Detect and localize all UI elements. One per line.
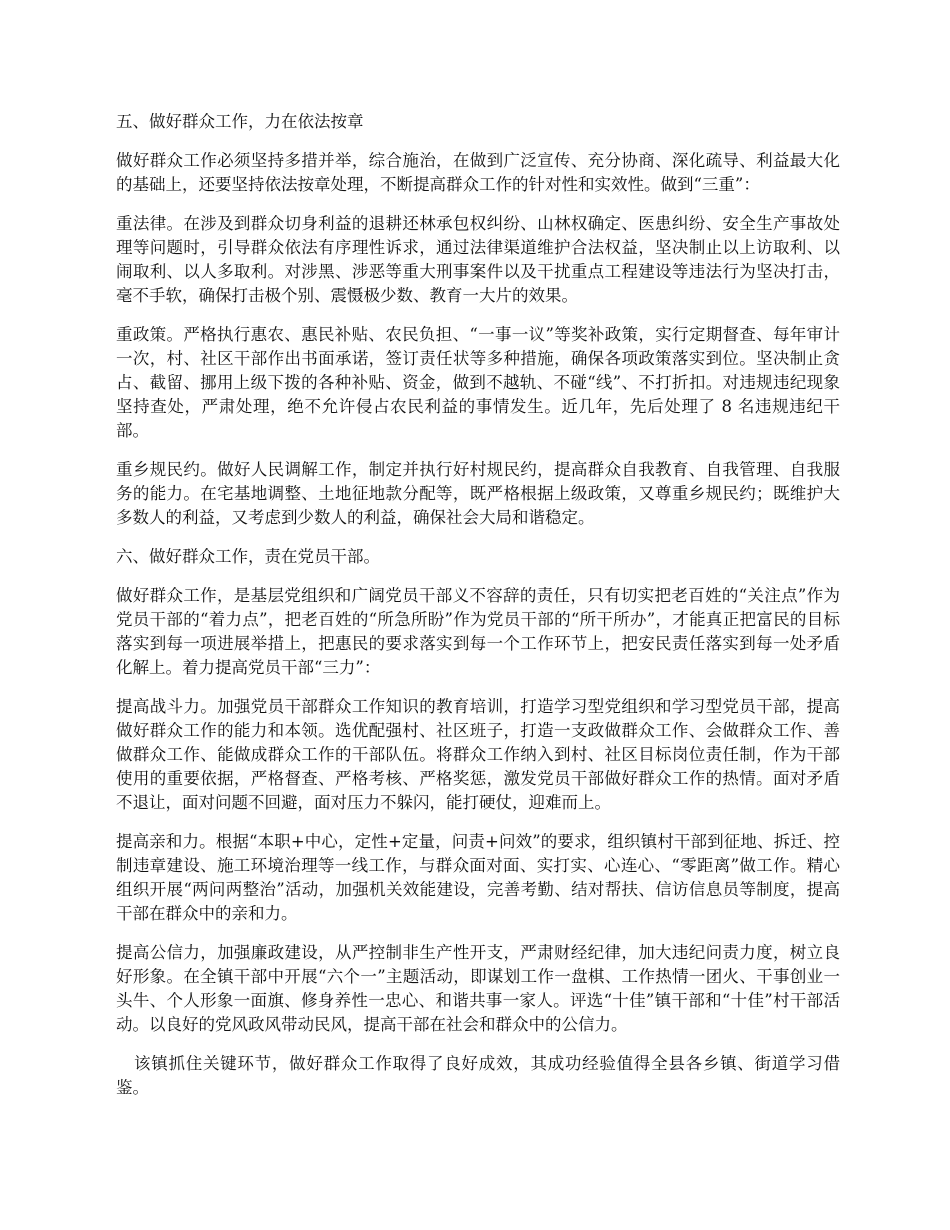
closing-paragraph: 该镇抓住关键环节，做好群众工作取得了良好成效，其成功经验值得全县各乡镇、街道学习借鉴。 [116,1054,840,1097]
law-paragraph: 重法律。在涉及到群众切身利益的退耕还林承包权纠纷、山林权确定、医患纠纷、安全生产事故处理等问题时，引导群众依法有序理性诉求，通过法律渠道维护合法权益，坚决制止以上访取利、以闹取利、以人多取利。对涉黑、涉恶等重大刑事案件以及干扰重点工程建设等违法行为坚决打击，毫不手软，确保打击极个别、震慑极少数、教育一大片的效果。 [116,214,840,305]
affinity-paragraph: 提高亲和力。根据“本职+中心，定性+定量，问责+问效”的要求，组织镇村干部到征地、拆迁、控制违章建设、施工环境治理等一线工作，与群众面对面、实打实、心连心、“零距离”做工作。精心组织开展“两问两整治”活动，加强机关效能建设，完善考勤、结对帮扶、信访信息员等制度，提高干部在群众中的亲和力。 [116,832,840,923]
section-six-intro: 做好群众工作，是基层党组织和广阔党员干部义不容辞的责任，只有切实把老百姓的“关注点”作为党员干部的“着力点”，把老百姓的“所急所盼”作为党员干部的“所干所办”，才能真正把富民的目标落实到每一项进展举措上，把惠民的要求落实到每一个工作环节上，把安民责任落实到每一处矛盾化解上。着力提高党员干部“三力”： [116,586,840,677]
combat-power-paragraph: 提高战斗力。加强党员干部群众工作知识的教育培训，打造学习型党组织和学习型党员干部，提高做好群众工作的能力和本领。选优配强村、社区班子，打造一支政做群众工作、会做群众工作、善做群众工作、能做成群众工作的干部队伍。将群众工作纳入到村、社区目标岗位责任制，作为干部使用的重要依据，严格督查、严格考核、严格奖惩，激发党员干部做好群众工作的热情。面对矛盾不退让，面对问题不回避，面对压力不躲闪，能打硬仗，迎难而上。 [116,697,840,812]
village-rules-paragraph: 重乡规民约。做好人民调解工作，制定并执行好村规民约，提高群众自我教育、自我管理、自我服务的能力。在宅基地调整、土地征地款分配等，既严格根据上级政策，又尊重乡规民约；既维护大多数人的利益，又考虑到少数人的利益，确保社会大局和谐稳定。 [116,460,840,527]
document-body [116,110,840,1115]
section-six-heading: 六、做好群众工作，责在党员干部。 [116,547,380,566]
section-five-heading: 五、做好群众工作，力在依法按章 [116,112,364,131]
section-five-intro: 做好群众工作必须坚持多措并举，综合施治，在做到广泛宣传、充分协商、深化疏导、利益最大化的基础上，还要坚持依法按章处理，不断提高群众工作的针对性和实效性。做到“三重”： [116,151,840,194]
credibility-paragraph: 提高公信力，加强廉政建设，从严控制非生产性开支，严肃财经纪律，加大违纪问责力度，树立良好形象。在全镇干部中开展“六个一”主题活动，即谋划工作一盘棋、工作热情一团火、干事创业一头牛、个人形象一面旗、修身养性一忠心、和谐共事一家人。评选“十佳”镇干部和“十佳”村干部活动。以良好的党风政风带动民风，提高干部在社会和群众中的公信力。 [116,943,840,1034]
policy-paragraph: 重政策。严格执行惠农、惠民补贴、农民负担、“一事一议”等奖补政策，实行定期督查、每年审计一次，村、社区干部作出书面承诺，签订责任状等多种措施，确保各项政策落实到位。坚决制止贪占、截留、挪用上级下拨的各种补贴、资金，做到不越轨、不碰“线”、不打折扣。对违规违纪现象坚持查处，严肃处理，绝不允许侵占农民利益的事情发生。近几年，先后处理了 8 名违规违纪干部。 [116,325,840,440]
